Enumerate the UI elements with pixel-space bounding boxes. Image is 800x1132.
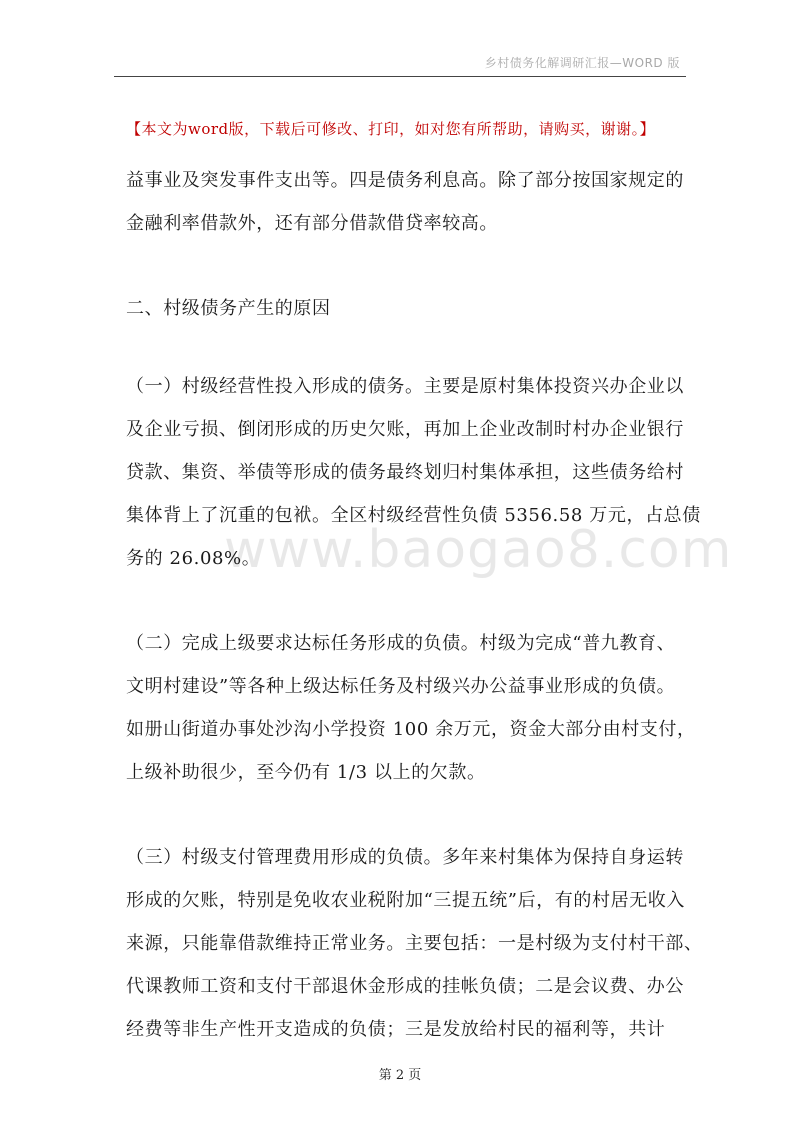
paragraph-line: 务的 26.08%。 bbox=[126, 548, 261, 569]
page-number: 第 2 页 bbox=[378, 1068, 422, 1083]
section-heading: 二、村级债务产生的原因 bbox=[126, 298, 331, 319]
paragraph-line: （三）村级支付管理费用形成的负债。多年来村集体为保持自身运转 bbox=[126, 847, 684, 868]
paragraph-line: 集体背上了沉重的包袱。全区村级经营性负债 5356.58 万元，占总债 bbox=[126, 505, 701, 526]
purchase-notice: 【本文为word版，下载后可修改、打印，如对您有所帮助，请购买，谢谢。】 bbox=[126, 120, 656, 138]
header-title: 乡村债务化解调研汇报—WORD 版 bbox=[484, 56, 680, 70]
paragraph-line: 贷款、集资、举债等形成的债务最终划归村集体承担，这些债务给村 bbox=[126, 462, 684, 483]
watermark: www.baogao8.com bbox=[224, 520, 733, 580]
paragraph-line: 形成的欠账，特别是免收农业税附加“三提五统”后，有的村居无收入 bbox=[126, 890, 686, 911]
paragraph-line: 来源，只能靠借款维持正常业务。主要包括：一是村级为支付村干部、 bbox=[126, 933, 703, 954]
paragraph-line: 经费等非生产性开支造成的负债；三是发放给村民的福利等，共计 bbox=[126, 1019, 666, 1040]
page-header bbox=[114, 54, 686, 77]
paragraph-line: 文明村建设”等各种上级达标任务及村级兴办公益事业形成的负债。 bbox=[126, 676, 676, 697]
paragraph-line: 金融利率借款外，还有部分借款借贷率较高。 bbox=[126, 213, 498, 234]
paragraph-line: 及企业亏损、倒闭形成的历史欠账，再加上企业改制时村办企业银行 bbox=[126, 419, 684, 440]
paragraph-line: 上级补助很少，至今仍有 1/3 以上的欠款。 bbox=[126, 762, 486, 783]
paragraph-line: 代课教师工资和支付干部退休金形成的挂帐负债；二是会议费、办公 bbox=[126, 976, 684, 997]
paragraph-line: （二）完成上级要求达标任务形成的负债。村级为完成“普九教育、 bbox=[126, 633, 676, 654]
paragraph-line: 益事业及突发事件支出等。四是债务利息高。除了部分按国家规定的 bbox=[126, 170, 684, 191]
paragraph-line: （一）村级经营性投入形成的债务。主要是原村集体投资兴办企业以 bbox=[126, 376, 684, 397]
paragraph-line: 如册山街道办事处沙沟小学投资 100 余万元，资金大部分由村支付， bbox=[126, 719, 696, 740]
